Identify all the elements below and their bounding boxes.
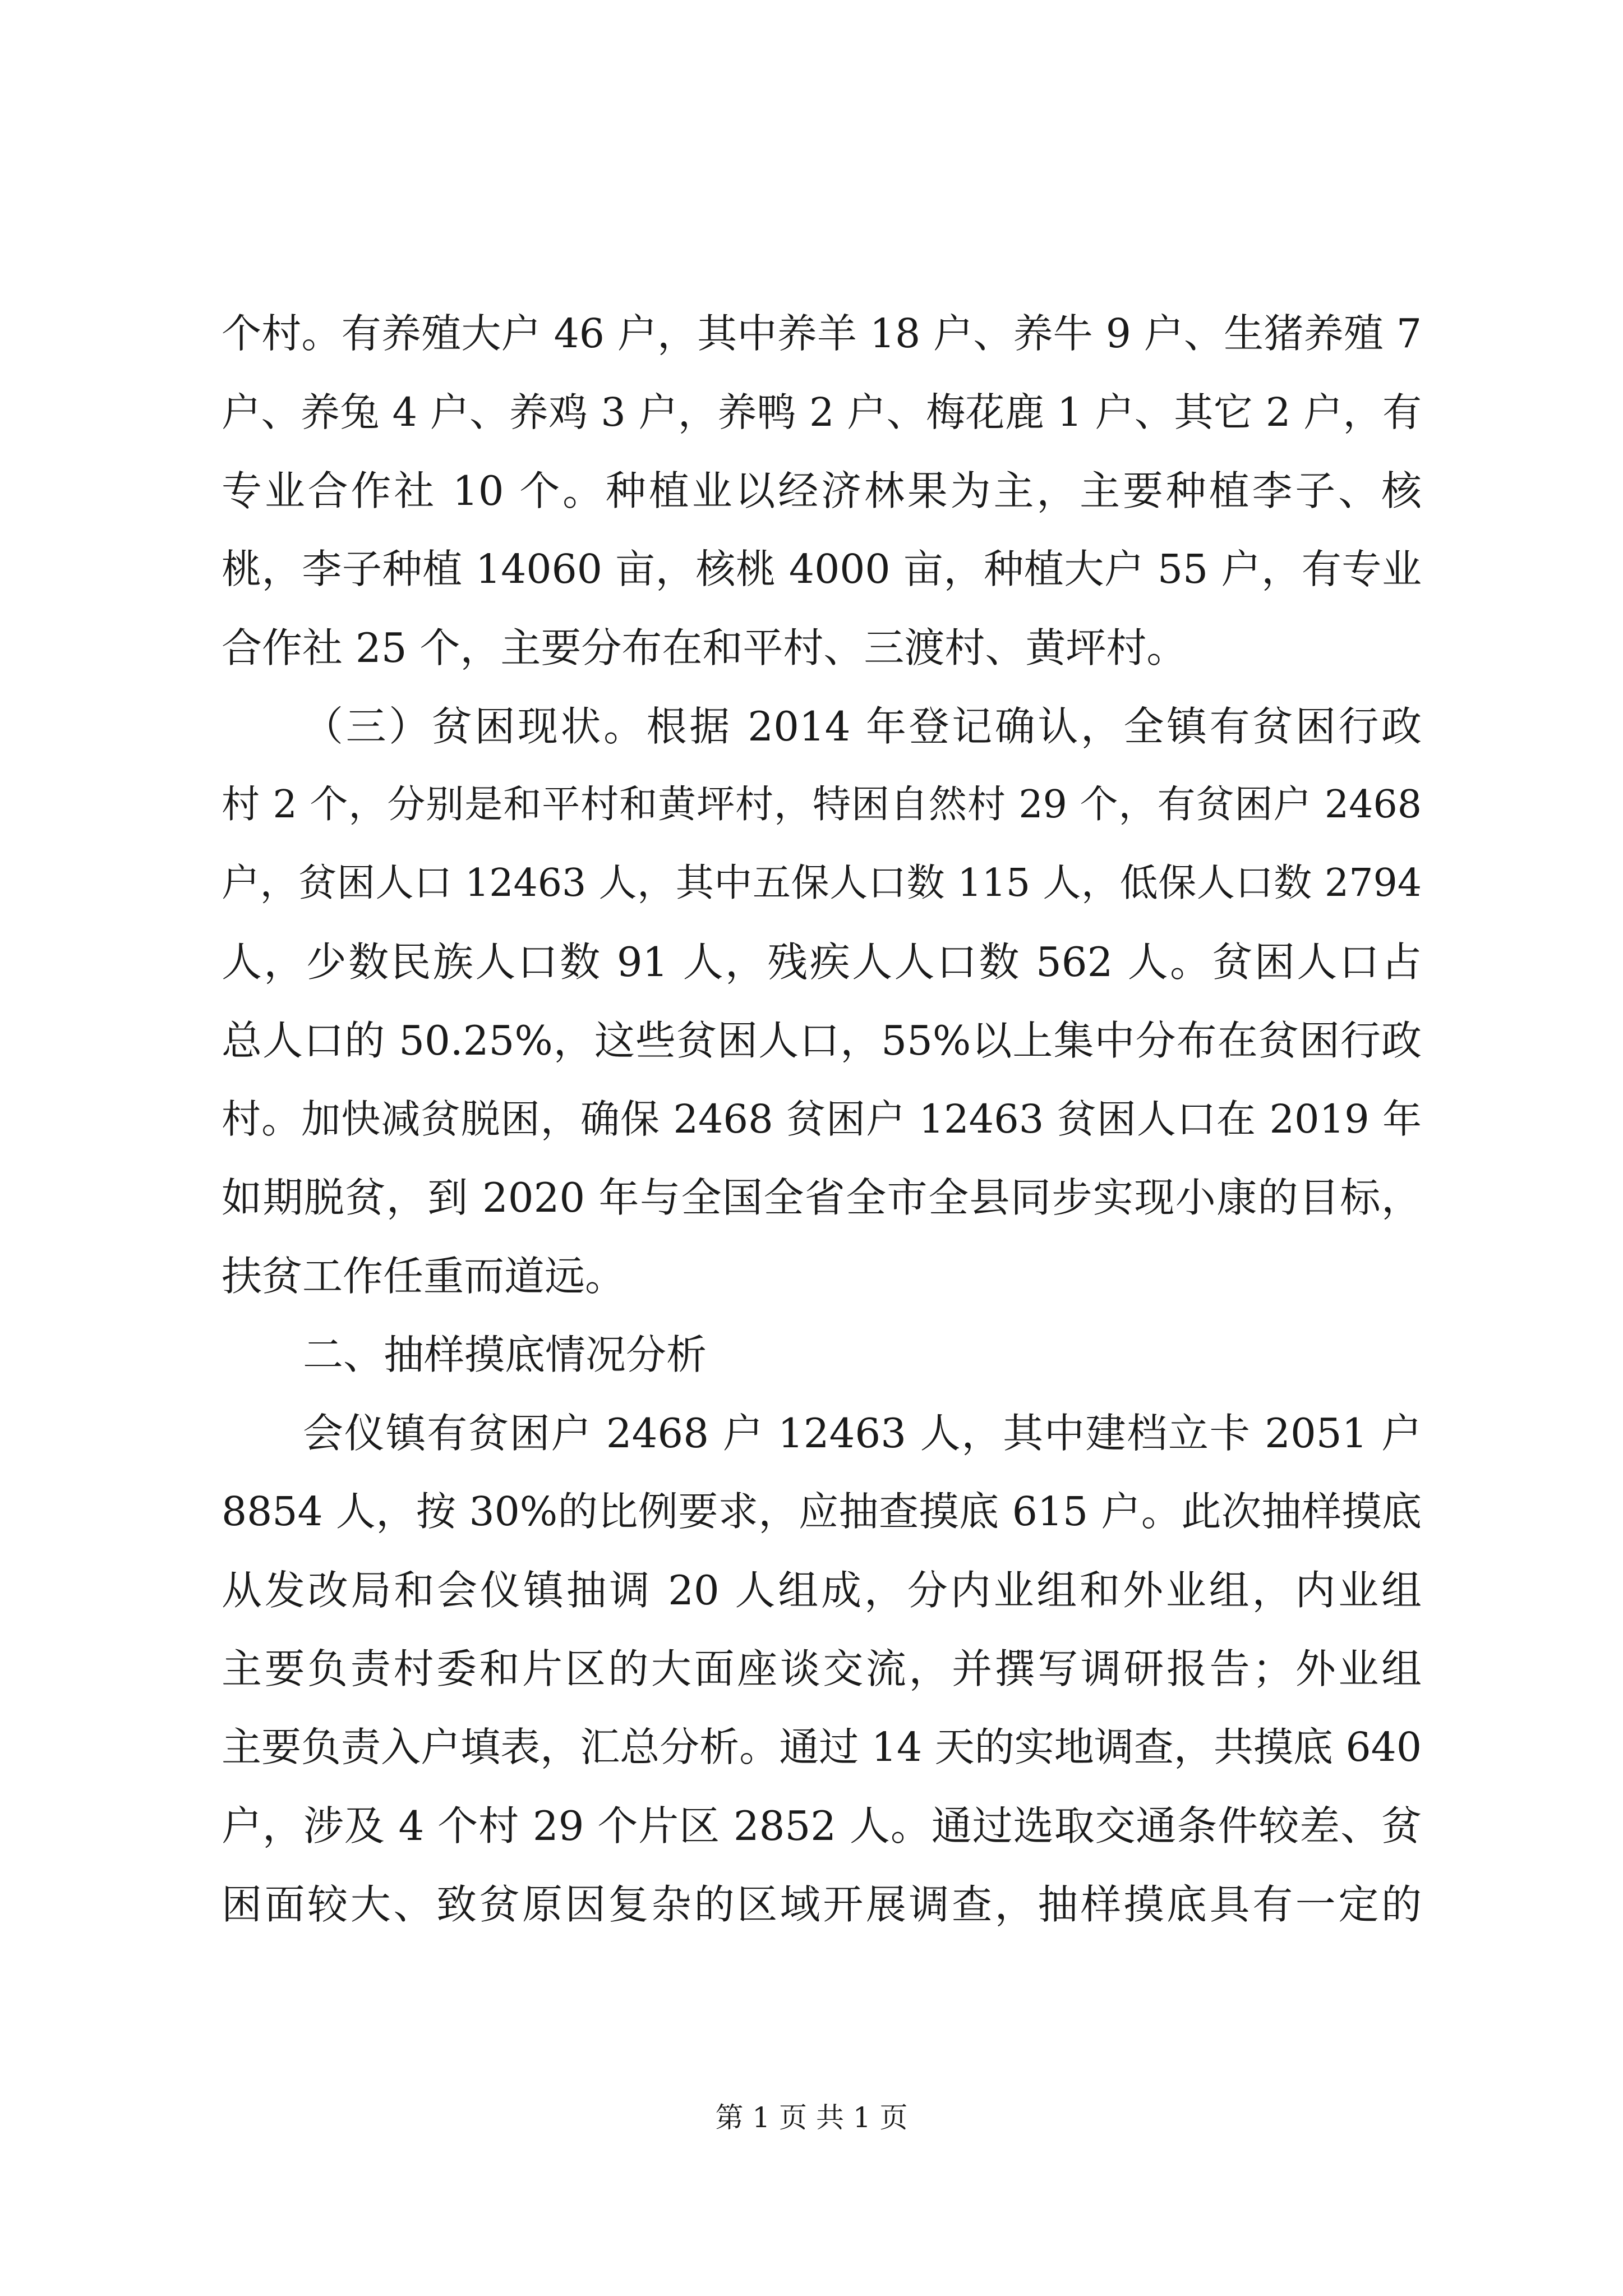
text-line: 桃，李子种植 14060 亩，核桃 4000 亩，种植大户 55 户，有专业: [222, 546, 1422, 592]
text-line: 个村。有养殖大户 46 户，其中养羊 18 户、养牛 9 户、生猪养殖 7: [222, 310, 1422, 357]
text-line: 困面较大、致贫原因复杂的区域开展调查，抽样摸底具有一定的: [222, 1881, 1422, 1928]
section-heading-line: （三）贫困现状。根据 2014 年登记确认，全镇有贫困行政: [303, 703, 1422, 750]
text-line: 户、养兔 4 户、养鸡 3 户，养鸭 2 户、梅花鹿 1 户、其它 2 户，有: [222, 389, 1422, 435]
text-line: 8854 人，按 30%的比例要求，应抽查摸底 615 户。此次抽样摸底: [222, 1488, 1422, 1535]
text-line: 总人口的 50.25%，这些贫困人口，55%以上集中分布在贫困行政: [222, 1017, 1422, 1064]
text-line: 户，贫困人口 12463 人，其中五保人口数 115 人，低保人口数 2794: [222, 861, 1422, 905]
text-line: 村。加快减贫脱困，确保 2468 贫困户 12463 贫困人口在 2019 年: [222, 1096, 1422, 1142]
text-line: 如期脱贫，到 2020 年与全国全省全市全县同步实现小康的目标，: [222, 1174, 1422, 1221]
text-line: 人，少数民族人口数 91 人，残疾人人口数 562 人。贫困人口占: [222, 938, 1422, 986]
section-heading: 二、抽样摸底情况分析: [303, 1331, 707, 1378]
text-line: 从发改局和会仪镇抽调 20 人组成，分内业组和外业组，内业组: [222, 1567, 1422, 1614]
text-line: 主要负责入户填表，汇总分析。通过 14 天的实地调查，共摸底 640: [222, 1724, 1422, 1770]
text-line: 合作社 25 个，主要分布在和平村、三渡村、黄坪村。: [222, 624, 1187, 671]
page-footer: 第 1 页 共 1 页: [715, 2101, 908, 2134]
text-line: 村 2 个，分别是和平村和黄坪村，特困自然村 29 个，有贫困户 2468: [222, 783, 1422, 827]
text-line: 户，涉及 4 个村 29 个片区 2852 人。通过选取交通条件较差、贫: [222, 1802, 1422, 1849]
text-line: 会仪镇有贫困户 2468 户 12463 人，其中建档立卡 2051 户: [303, 1410, 1422, 1457]
text-line: 专业合作社 10 个。种植业以经济林果为主，主要种植李子、核: [222, 467, 1422, 514]
text-line: 主要负责村委和片区的大面座谈交流，并撰写调研报告；外业组: [222, 1645, 1422, 1692]
text-line: 扶贫工作任重而道远。: [222, 1253, 626, 1300]
